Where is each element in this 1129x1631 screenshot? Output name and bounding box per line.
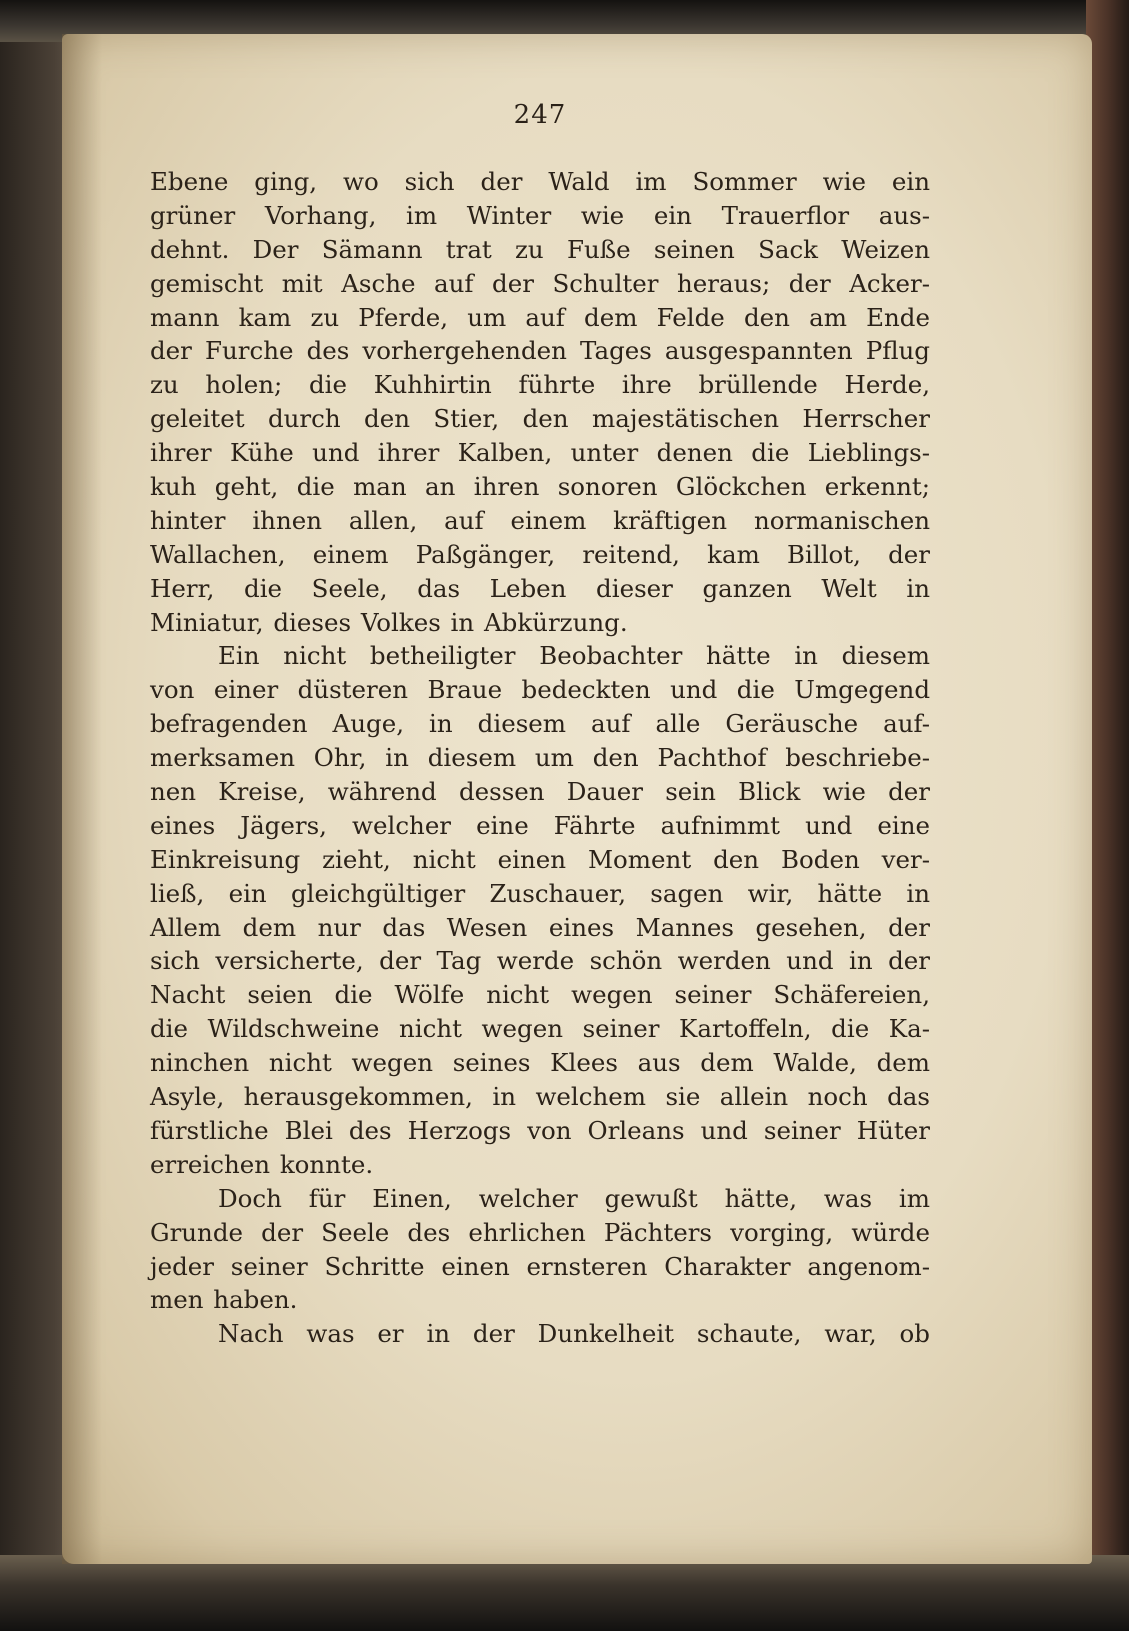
page-number: 247: [513, 100, 567, 130]
text-line: grüner Vorhang, im Winter wie ein Trauerflor aus-: [150, 200, 930, 230]
text-line: men haben.: [150, 1285, 298, 1315]
book-bottom-edge: [0, 1555, 1129, 1631]
text-line: die Wildschweine nicht wegen seiner Kartoffeln, die Ka-: [150, 1014, 930, 1044]
paragraph: [150, 165, 930, 639]
paragraph: [150, 1182, 930, 1318]
text-line: ihrer Kühe und ihrer Kalben, unter denen die Lieblings-: [150, 438, 930, 468]
paragraph: [150, 639, 930, 1181]
text-line: Wallachen, einem Paßgänger, reitend, kam Billot, der: [150, 539, 930, 569]
text-line: zu holen; die Kuhhirtin führte ihre brüllende Herde,: [150, 370, 930, 400]
text-line: Nach was er in der Dunkelheit schaute, war, ob: [218, 1319, 930, 1349]
text-line: nen Kreise, während dessen Dauer sein Blick wie der: [150, 777, 930, 807]
text-line: Ebene ging, wo sich der Wald im Sommer wie ein: [150, 167, 930, 196]
paragraph: [150, 1317, 930, 1351]
text-line: kuh geht, die man an ihren sonoren Glöckchen erkennt;: [150, 472, 930, 502]
text-line: Herr, die Seele, das Leben dieser ganzen Welt in: [150, 573, 930, 603]
text-line: geleitet durch den Stier, den majestätischen Herrscher: [150, 404, 930, 434]
text-line: merksamen Ohr, in diesem um den Pachthof beschriebe-: [150, 743, 930, 773]
text-line: dehnt. Der Sämann trat zu Fuße seinen Sack Weizen: [150, 234, 930, 264]
text-line: sich versicherte, der Tag werde schön werden und in der: [150, 946, 930, 976]
text-line: Miniatur, dieses Volkes in Abkürzung.: [150, 607, 628, 637]
text-line: der Furche des vorhergehenden Tages ausgespannten Pflug: [150, 336, 930, 366]
text-line: Allem dem nur das Wesen eines Mannes gesehen, der: [150, 912, 930, 942]
text-line: eines Jägers, welcher eine Fährte aufnimmt und eine: [150, 810, 930, 840]
text-line: hinter ihnen allen, auf einem kräftigen normanischen: [150, 505, 930, 535]
text-line: gemischt mit Asche auf der Schulter heraus; der Acker-: [150, 268, 930, 298]
page-gutter-shadow: [62, 34, 102, 1564]
text-line: Doch für Einen, welcher gewußt hätte, was im: [218, 1183, 930, 1213]
text-line: Ein nicht betheiligter Beobachter hätte in diesem: [218, 641, 930, 671]
text-line: Nacht seien die Wölfe nicht wegen seiner Schäfereien,: [150, 980, 930, 1010]
text-line: ließ, ein gleichgültiger Zuschauer, sagen wir, hätte in: [150, 878, 930, 908]
text-line: mann kam zu Pferde, um auf dem Felde den am Ende: [150, 302, 930, 332]
page-text: [150, 165, 930, 1351]
text-line: erreichen konnte.: [150, 1149, 374, 1179]
text-line: von einer düsteren Braue bedeckten und die Umgegend: [150, 675, 930, 705]
book-cover-edge: [1086, 0, 1129, 1631]
text-line: Einkreisung zieht, nicht einen Moment den Boden ver-: [150, 844, 930, 874]
text-line: fürstliche Blei des Herzogs von Orleans und seiner Hüter: [150, 1115, 930, 1145]
text-line: Grunde der Seele des ehrlichen Pächters vorging, würde: [150, 1217, 930, 1247]
text-line: jeder seiner Schritte einen ernsteren Charakter angenom-: [150, 1251, 930, 1281]
text-line: Asyle, herausgekommen, in welchem sie allein noch das: [150, 1082, 930, 1112]
text-line: ninchen nicht wegen seines Klees aus dem Walde, dem: [150, 1048, 930, 1078]
text-line: befragenden Auge, in diesem auf alle Geräusche auf-: [150, 709, 930, 739]
